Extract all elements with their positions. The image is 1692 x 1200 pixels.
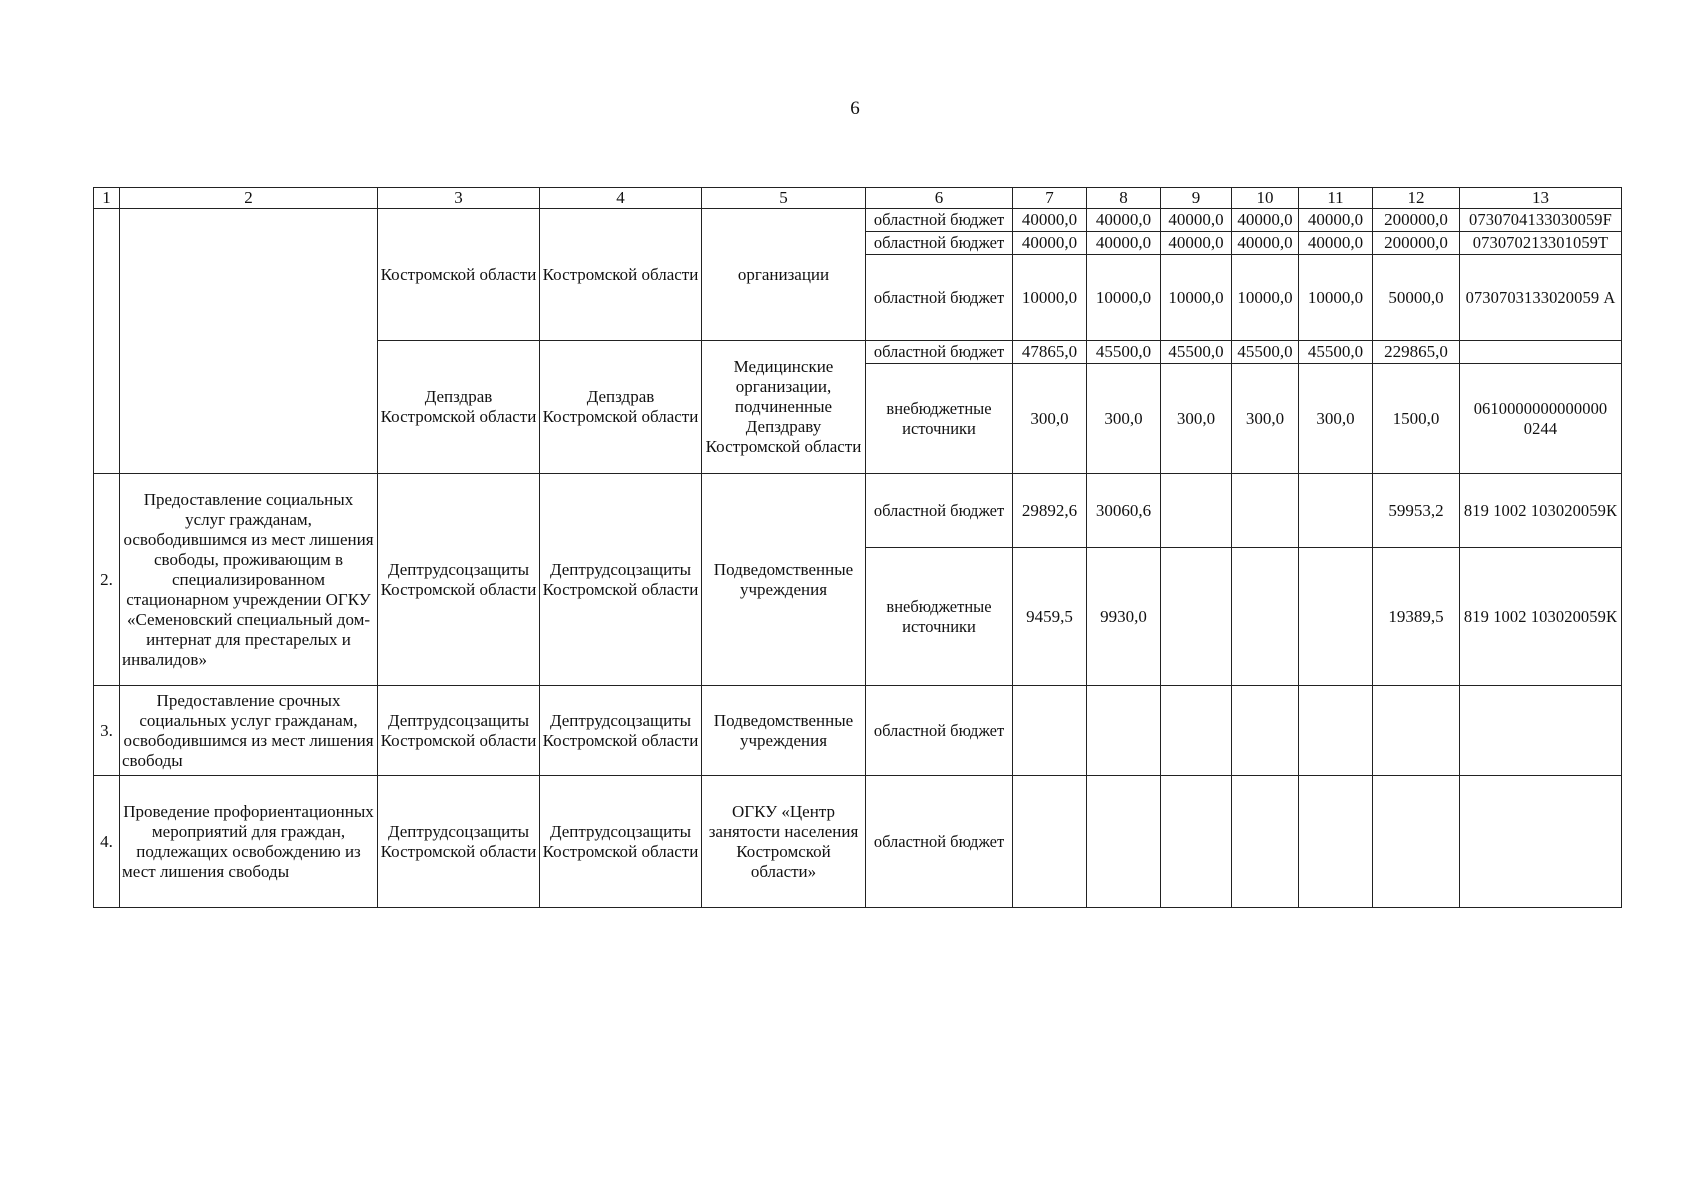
program-table xyxy=(93,187,1622,908)
participant-cell: Подведомственные учреждения xyxy=(702,686,866,776)
value-cell xyxy=(1299,474,1373,548)
value-cell xyxy=(1013,686,1087,776)
executor-cell: Депздрав Костромской области xyxy=(378,341,540,474)
value-cell: 47865,0 xyxy=(1013,341,1087,364)
column-header: 8 xyxy=(1087,188,1161,209)
funding-source: областной бюджет xyxy=(866,474,1013,548)
value-cell xyxy=(1232,776,1299,908)
value-cell xyxy=(1087,776,1161,908)
value-cell: 45500,0 xyxy=(1161,341,1232,364)
total-cell: 229865,0 xyxy=(1373,341,1460,364)
funding-source: областной бюджет xyxy=(866,232,1013,255)
funding-source: внебюджетные источники xyxy=(866,364,1013,474)
value-cell: 300,0 xyxy=(1232,364,1299,474)
column-header: 12 xyxy=(1373,188,1460,209)
column-header: 2 xyxy=(120,188,378,209)
table-row xyxy=(94,686,1622,776)
total-cell: 50000,0 xyxy=(1373,255,1460,341)
column-header: 10 xyxy=(1232,188,1299,209)
coexecutor-cell: Дептрудсоцзащиты Костромской области xyxy=(540,776,702,908)
funding-source: областной бюджет xyxy=(866,686,1013,776)
budget-code: 819 1002 103020059К xyxy=(1460,548,1622,686)
page-number: 6 xyxy=(850,98,860,119)
column-header: 1 xyxy=(94,188,120,209)
value-cell: 40000,0 xyxy=(1232,232,1299,255)
total-cell xyxy=(1373,686,1460,776)
value-cell: 300,0 xyxy=(1013,364,1087,474)
coexecutor-cell: Костромской области xyxy=(540,209,702,341)
column-header: 6 xyxy=(866,188,1013,209)
value-cell: 40000,0 xyxy=(1232,209,1299,232)
value-cell: 300,0 xyxy=(1087,364,1161,474)
executor-cell: Дептрудсоцзащиты Костромской области xyxy=(378,474,540,686)
total-cell xyxy=(1373,776,1460,908)
value-cell: 45500,0 xyxy=(1087,341,1161,364)
value-cell xyxy=(1161,686,1232,776)
description-cell: Предоставление социальных услуг гражданам, освободившимся из мест лишения свободы, проживающим в специализированном стационарном учреждении ОГКУ «Семеновский специальный дом-интернат для престарелых и инвалидов» xyxy=(120,474,378,686)
budget-code: 0610000000000000 0244 xyxy=(1460,364,1622,474)
value-cell: 40000,0 xyxy=(1087,232,1161,255)
participant-cell: Медицинские организации, подчиненные Депздраву Костромской области xyxy=(702,341,866,474)
description-cell: Проведение профориентационных мероприятий для граждан, подлежащих освобождению из мест лишения свободы xyxy=(120,776,378,908)
value-cell: 40000,0 xyxy=(1013,232,1087,255)
value-cell: 40000,0 xyxy=(1299,232,1373,255)
column-header: 7 xyxy=(1013,188,1087,209)
column-header: 5 xyxy=(702,188,866,209)
funding-source: внебюджетные источники xyxy=(866,548,1013,686)
row-number-cell xyxy=(94,209,120,474)
participant-cell: организации xyxy=(702,209,866,341)
column-header: 3 xyxy=(378,188,540,209)
total-cell: 200000,0 xyxy=(1373,232,1460,255)
value-cell: 10000,0 xyxy=(1013,255,1087,341)
funding-source: областной бюджет xyxy=(866,255,1013,341)
description-cell: Предоставление срочных социальных услуг гражданам, освободившимся из мест лишения свободы xyxy=(120,686,378,776)
value-cell: 10000,0 xyxy=(1232,255,1299,341)
value-cell xyxy=(1299,686,1373,776)
value-cell xyxy=(1299,548,1373,686)
value-cell: 40000,0 xyxy=(1087,209,1161,232)
column-header: 11 xyxy=(1299,188,1373,209)
column-header: 13 xyxy=(1460,188,1622,209)
value-cell: 29892,6 xyxy=(1013,474,1087,548)
column-header: 4 xyxy=(540,188,702,209)
value-cell: 40000,0 xyxy=(1013,209,1087,232)
coexecutor-cell: Дептрудсоцзащиты Костромской области xyxy=(540,474,702,686)
value-cell: 10000,0 xyxy=(1299,255,1373,341)
executor-cell: Костромской области xyxy=(378,209,540,341)
value-cell xyxy=(1087,686,1161,776)
budget-code xyxy=(1460,776,1622,908)
value-cell xyxy=(1299,776,1373,908)
value-cell: 9459,5 xyxy=(1013,548,1087,686)
value-cell: 10000,0 xyxy=(1161,255,1232,341)
budget-code xyxy=(1460,341,1622,364)
row-number-cell: 4. xyxy=(94,776,120,908)
total-cell: 200000,0 xyxy=(1373,209,1460,232)
value-cell: 300,0 xyxy=(1299,364,1373,474)
value-cell xyxy=(1232,686,1299,776)
column-header: 9 xyxy=(1161,188,1232,209)
value-cell xyxy=(1161,474,1232,548)
funding-source: областной бюджет xyxy=(866,209,1013,232)
value-cell: 40000,0 xyxy=(1161,232,1232,255)
column-number-row xyxy=(94,188,1622,209)
description-cell xyxy=(120,209,378,474)
budget-code xyxy=(1460,686,1622,776)
total-cell: 19389,5 xyxy=(1373,548,1460,686)
participant-cell: Подведомственные учреждения xyxy=(702,474,866,686)
row-number-cell: 3. xyxy=(94,686,120,776)
total-cell: 59953,2 xyxy=(1373,474,1460,548)
value-cell: 40000,0 xyxy=(1299,209,1373,232)
participant-cell: ОГКУ «Центр занятости населения Костромской области» xyxy=(702,776,866,908)
total-cell: 1500,0 xyxy=(1373,364,1460,474)
budget-code: 0730703133020059 А xyxy=(1460,255,1622,341)
value-cell xyxy=(1161,776,1232,908)
budget-code: 073070213301059T xyxy=(1460,232,1622,255)
value-cell xyxy=(1232,474,1299,548)
value-cell xyxy=(1161,548,1232,686)
value-cell: 10000,0 xyxy=(1087,255,1161,341)
budget-code: 819 1002 103020059К xyxy=(1460,474,1622,548)
table-row xyxy=(94,209,1622,232)
table-row xyxy=(94,474,1622,548)
coexecutor-cell: Дептрудсоцзащиты Костромской области xyxy=(540,686,702,776)
value-cell: 40000,0 xyxy=(1161,209,1232,232)
value-cell: 45500,0 xyxy=(1299,341,1373,364)
value-cell: 30060,6 xyxy=(1087,474,1161,548)
coexecutor-cell: Депздрав Костромской области xyxy=(540,341,702,474)
value-cell xyxy=(1013,776,1087,908)
value-cell: 300,0 xyxy=(1161,364,1232,474)
value-cell xyxy=(1232,548,1299,686)
funding-source: областной бюджет xyxy=(866,776,1013,908)
funding-source: областной бюджет xyxy=(866,341,1013,364)
table-row xyxy=(94,776,1622,908)
budget-code: 0730704133030059F xyxy=(1460,209,1622,232)
executor-cell: Дептрудсоцзащиты Костромской области xyxy=(378,686,540,776)
value-cell: 45500,0 xyxy=(1232,341,1299,364)
row-number-cell: 2. xyxy=(94,474,120,686)
executor-cell: Дептрудсоцзащиты Костромской области xyxy=(378,776,540,908)
value-cell: 9930,0 xyxy=(1087,548,1161,686)
